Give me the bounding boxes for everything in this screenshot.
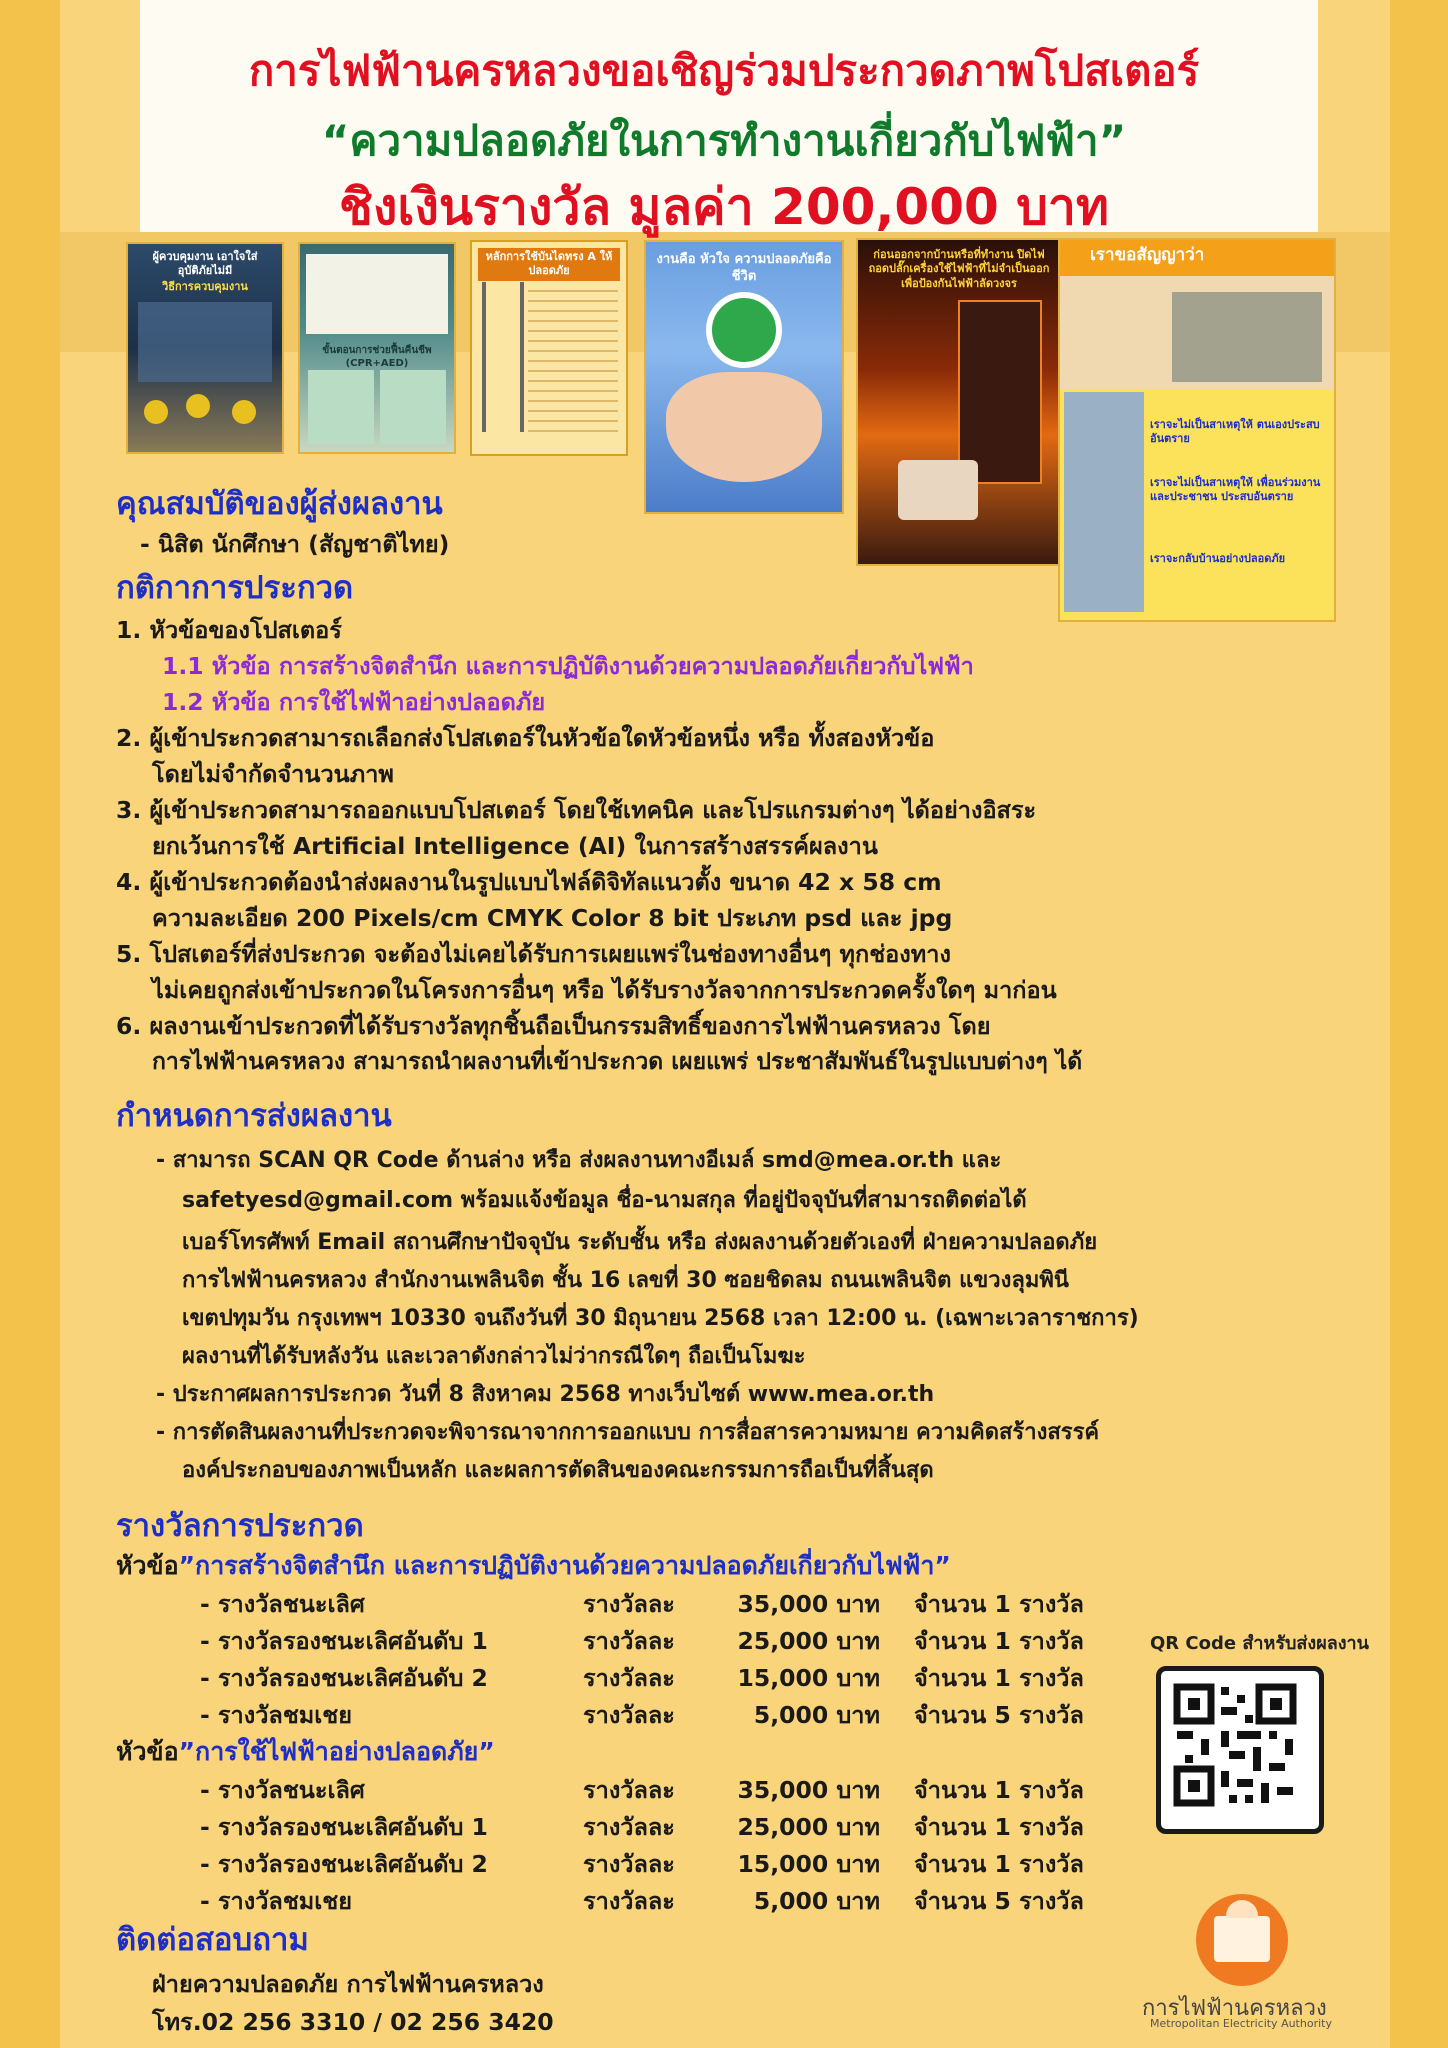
rule-1: 1. หัวข้อของโปสเตอร์ xyxy=(116,616,342,644)
award-2-row-3: - รางวัลรองชนะเลิศอันดับ 2 รางวัลละ 15,000 บาท จำนวน 1 รางวัล xyxy=(200,1850,1084,1878)
poster-6-item-1: เราจะไม่เป็นสาเหตุให้ ตนเองประสบอันตราย xyxy=(1150,418,1320,446)
sample-poster-2 xyxy=(298,242,456,454)
title-line-3: ชิงเงินรางวัล มูลค่า 200,000 บาท xyxy=(339,178,1109,236)
award-topic-2-prefix: หัวข้อ xyxy=(116,1737,179,1766)
award-2-row-4: - รางวัลชมเชย รางวัลละ 5,000 บาท จำนวน 5 รางวัล xyxy=(200,1887,1084,1915)
sample-poster-3 xyxy=(470,240,628,456)
contact-heading: ติดต่อสอบถาม xyxy=(116,1922,309,1958)
poster-6-title: เราขอสัญญาว่า xyxy=(1090,245,1205,265)
rule-6b: การไฟฟ้านครหลวง สามารถนำผลงานที่เข้าประกวด เผยแพร่ ประชาสัมพันธ์ในรูปแบบต่างๆ ได้ xyxy=(152,1049,1083,1075)
poster-6-item-3: เราจะกลับบ้านอย่างปลอดภัย xyxy=(1150,552,1286,565)
contact-department: ฝ่ายความปลอดภัย การไฟฟ้านครหลวง xyxy=(152,1970,544,1998)
award-2-row-2: - รางวัลรองชนะเลิศอันดับ 1 รางวัลละ 25,000 บาท จำนวน 1 รางวัล xyxy=(200,1813,1084,1841)
awards-heading: รางวัลการประกวด xyxy=(116,1508,364,1544)
award-topic-1-prefix: หัวข้อ xyxy=(116,1551,179,1580)
left-border xyxy=(0,0,60,2048)
submission-line-9: องค์ประกอบของภาพเป็นหลัก และผลการตัดสินของคณะกรรมการถือเป็นที่สิ้นสุด xyxy=(182,1458,934,1483)
rule-1-2: 1.2 หัวข้อ การใช้ไฟฟ้าอย่างปลอดภัย xyxy=(162,688,546,716)
award-topic-2 xyxy=(116,1732,495,1772)
submission-line-6: ผลงานที่ได้รับหลังวัน และเวลาดังกล่าวไม่ว่ากรณีใดๆ ถือเป็นโมฆะ xyxy=(182,1344,806,1369)
logo-name-thai: การไฟฟ้านครหลวง xyxy=(1142,1996,1327,2021)
submission-line-7: - ประกาศผลการประกวด วันที่ 8 สิงหาคม 2568 ทางเว็บไซต์ www.mea.or.th xyxy=(156,1382,935,1407)
award-1-row-3: - รางวัลรองชนะเลิศอันดับ 2 รางวัลละ 15,000 บาท จำนวน 1 รางวัล xyxy=(200,1664,1084,1692)
rule-3b: ยกเว้นการใช้ Artificial Intelligence (AI) ในการสร้างสรรค์ผลงาน xyxy=(152,832,878,860)
award-1-row-2: - รางวัลรองชนะเลิศอันดับ 1 รางวัลละ 25,000 บาท จำนวน 1 รางวัล xyxy=(200,1627,1084,1655)
title-line-1: การไฟฟ้านครหลวงขอเชิญร่วมประกวดภาพโปสเตอร์ xyxy=(248,46,1200,95)
rule-2a: 2. ผู้เข้าประกวดสามารถเลือกส่งโปสเตอร์ในหัวข้อใดหัวข้อหนึ่ง หรือ ทั้งสองหัวข้อ xyxy=(116,724,935,752)
poster-4-title: งานคือ หัวใจ ความปลอดภัยคือ ชีวิต xyxy=(656,252,832,284)
logo-name-english: Metropolitan Electricity Authority xyxy=(1150,2017,1332,2030)
contact-phone: โทร.02 256 3310 / 02 256 3420 xyxy=(152,2008,554,2036)
mea-logo-icon xyxy=(1196,1894,1288,1986)
poster-2-title: ขั้นตอนการช่วยฟื้นคืนชีพ (CPR+AED) xyxy=(322,345,432,369)
title-line-2: “ความปลอดภัยในการทำงานเกี่ยวกับไฟฟ้า” xyxy=(321,116,1127,165)
right-border xyxy=(1390,0,1448,2048)
award-topic-1 xyxy=(116,1546,951,1586)
qr-code-label: QR Code สำหรับส่งผลงาน xyxy=(1150,1633,1369,1654)
award-2-row-1: - รางวัลชนะเลิศ รางวัลละ 35,000 บาท จำนวน 1 รางวัล xyxy=(200,1776,1084,1804)
poster-1-subtitle: วิธีการควบคุมงาน xyxy=(162,280,248,293)
poster-6-item-2: เราจะไม่เป็นสาเหตุให้ เพื่อนร่วมงานและประชาชน ประสบอันตราย xyxy=(1150,476,1321,504)
submission-line-2: safetyesd@gmail.com พร้อมแจ้งข้อมูล ชื่อ-นามสกุล ที่อยู่ปัจจุบันที่สามารถติดต่อได้ xyxy=(182,1188,1027,1213)
award-topic-2-title: ”การใช้ไฟฟ้าอย่างปลอดภัย” xyxy=(178,1737,495,1766)
submission-line-5: เขตปทุมวัน กรุงเทพฯ 10330 จนถึงวันที่ 30 มิถุนายน 2568 เวลา 12:00 น. (เฉพาะเวลาราชการ) xyxy=(182,1306,1139,1331)
submission-line-1: - สามารถ SCAN QR Code ด้านล่าง หรือ ส่งผลงานทางอีเมล์ smd@mea.or.th และ xyxy=(156,1148,1002,1173)
sample-poster-5 xyxy=(856,238,1062,566)
award-1-row-4: - รางวัลชมเชย รางวัลละ 5,000 บาท จำนวน 5 รางวัล xyxy=(200,1701,1084,1729)
submission-line-3: เบอร์โทรศัพท์ Email สถานศึกษาปัจจุบัน ระดับชั้น หรือ ส่งผลงานด้วยตัวเองที่ ฝ่ายความปลอดภัย xyxy=(182,1230,1098,1255)
rules-heading: กติกาการประกวด xyxy=(116,570,354,606)
qr-code[interactable] xyxy=(1156,1666,1324,1834)
submission-line-4: การไฟฟ้านครหลวง สำนักงานเพลินจิต ชั้น 16 เลขที่ 30 ซอยชิดลม ถนนเพลินจิต แขวงลุมพินี xyxy=(182,1268,1069,1293)
qualifications-heading: คุณสมบัติของผู้ส่งผลงาน xyxy=(116,486,443,522)
qr-code-icon xyxy=(1161,1671,1309,1819)
poster-5-title: ก่อนออกจากบ้านหรือที่ทำงาน ปิดไฟ ถอดปลั๊กเครื่องใช้ไฟฟ้าที่ไม่จำเป็นออก เพื่อป้องกันไฟฟ้าลัดวงจร xyxy=(868,248,1050,290)
poster-3-title: หลักการใช้บันไดทรง A ให้ปลอดภัย xyxy=(478,248,620,281)
submission-heading: กำหนดการส่งผลงาน xyxy=(116,1098,392,1134)
sample-poster-4 xyxy=(644,240,844,514)
qualifications-item: - นิสิต นักศึกษา (สัญชาติไทย) xyxy=(140,530,450,558)
rule-4a: 4. ผู้เข้าประกวดต้องนำส่งผลงานในรูปแบบไฟล์ดิจิทัลแนวตั้ง ขนาด 42 x 58 cm xyxy=(116,868,942,896)
award-1-row-1: - รางวัลชนะเลิศ รางวัลละ 35,000 บาท จำนวน 1 รางวัล xyxy=(200,1590,1084,1618)
rule-5b: ไม่เคยถูกส่งเข้าประกวดในโครงการอื่นๆ หรือ ได้รับรางวัลจากการประกวดครั้งใดๆ มาก่อน xyxy=(152,976,1057,1004)
rule-2b: โดยไม่จำกัดจำนวนภาพ xyxy=(152,760,394,788)
rule-5a: 5. โปสเตอร์ที่ส่งประกวด จะต้องไม่เคยได้รับการเผยแพร่ในช่องทางอื่นๆ ทุกช่องทาง xyxy=(116,940,951,968)
award-topic-1-title: ”การสร้างจิตสำนึก และการปฏิบัติงานด้วยความปลอดภัยเกี่ยวกับไฟฟ้า” xyxy=(178,1551,951,1580)
sample-poster-6 xyxy=(1058,238,1336,622)
rule-4b: ความละเอียด 200 Pixels/cm CMYK Color 8 bit ประเภท psd และ jpg xyxy=(152,904,953,932)
submission-line-8: - การตัดสินผลงานที่ประกวดจะพิจารณาจากการออกแบบ การสื่อสารความหมาย ความคิดสร้างสรรค์ xyxy=(156,1420,1100,1445)
poster-1-title: ผู้ควบคุมงาน เอาใจใส่ อุบัติภัยไม่มี xyxy=(152,250,258,278)
rule-1-1: 1.1 หัวข้อ การสร้างจิตสำนึก และการปฏิบัติงานด้วยความปลอดภัยเกี่ยวกับไฟฟ้า xyxy=(162,652,974,680)
rule-3a: 3. ผู้เข้าประกวดสามารถออกแบบโปสเตอร์ โดยใช้เทคนิค และโปรแกรมต่างๆ ได้อย่างอิสระ xyxy=(116,796,1037,824)
sample-poster-1 xyxy=(126,242,284,454)
rule-6a: 6. ผลงานเข้าประกวดที่ได้รับรางวัลทุกชิ้นถือเป็นกรรมสิทธิ์ของการไฟฟ้านครหลวง โดย xyxy=(116,1012,991,1040)
